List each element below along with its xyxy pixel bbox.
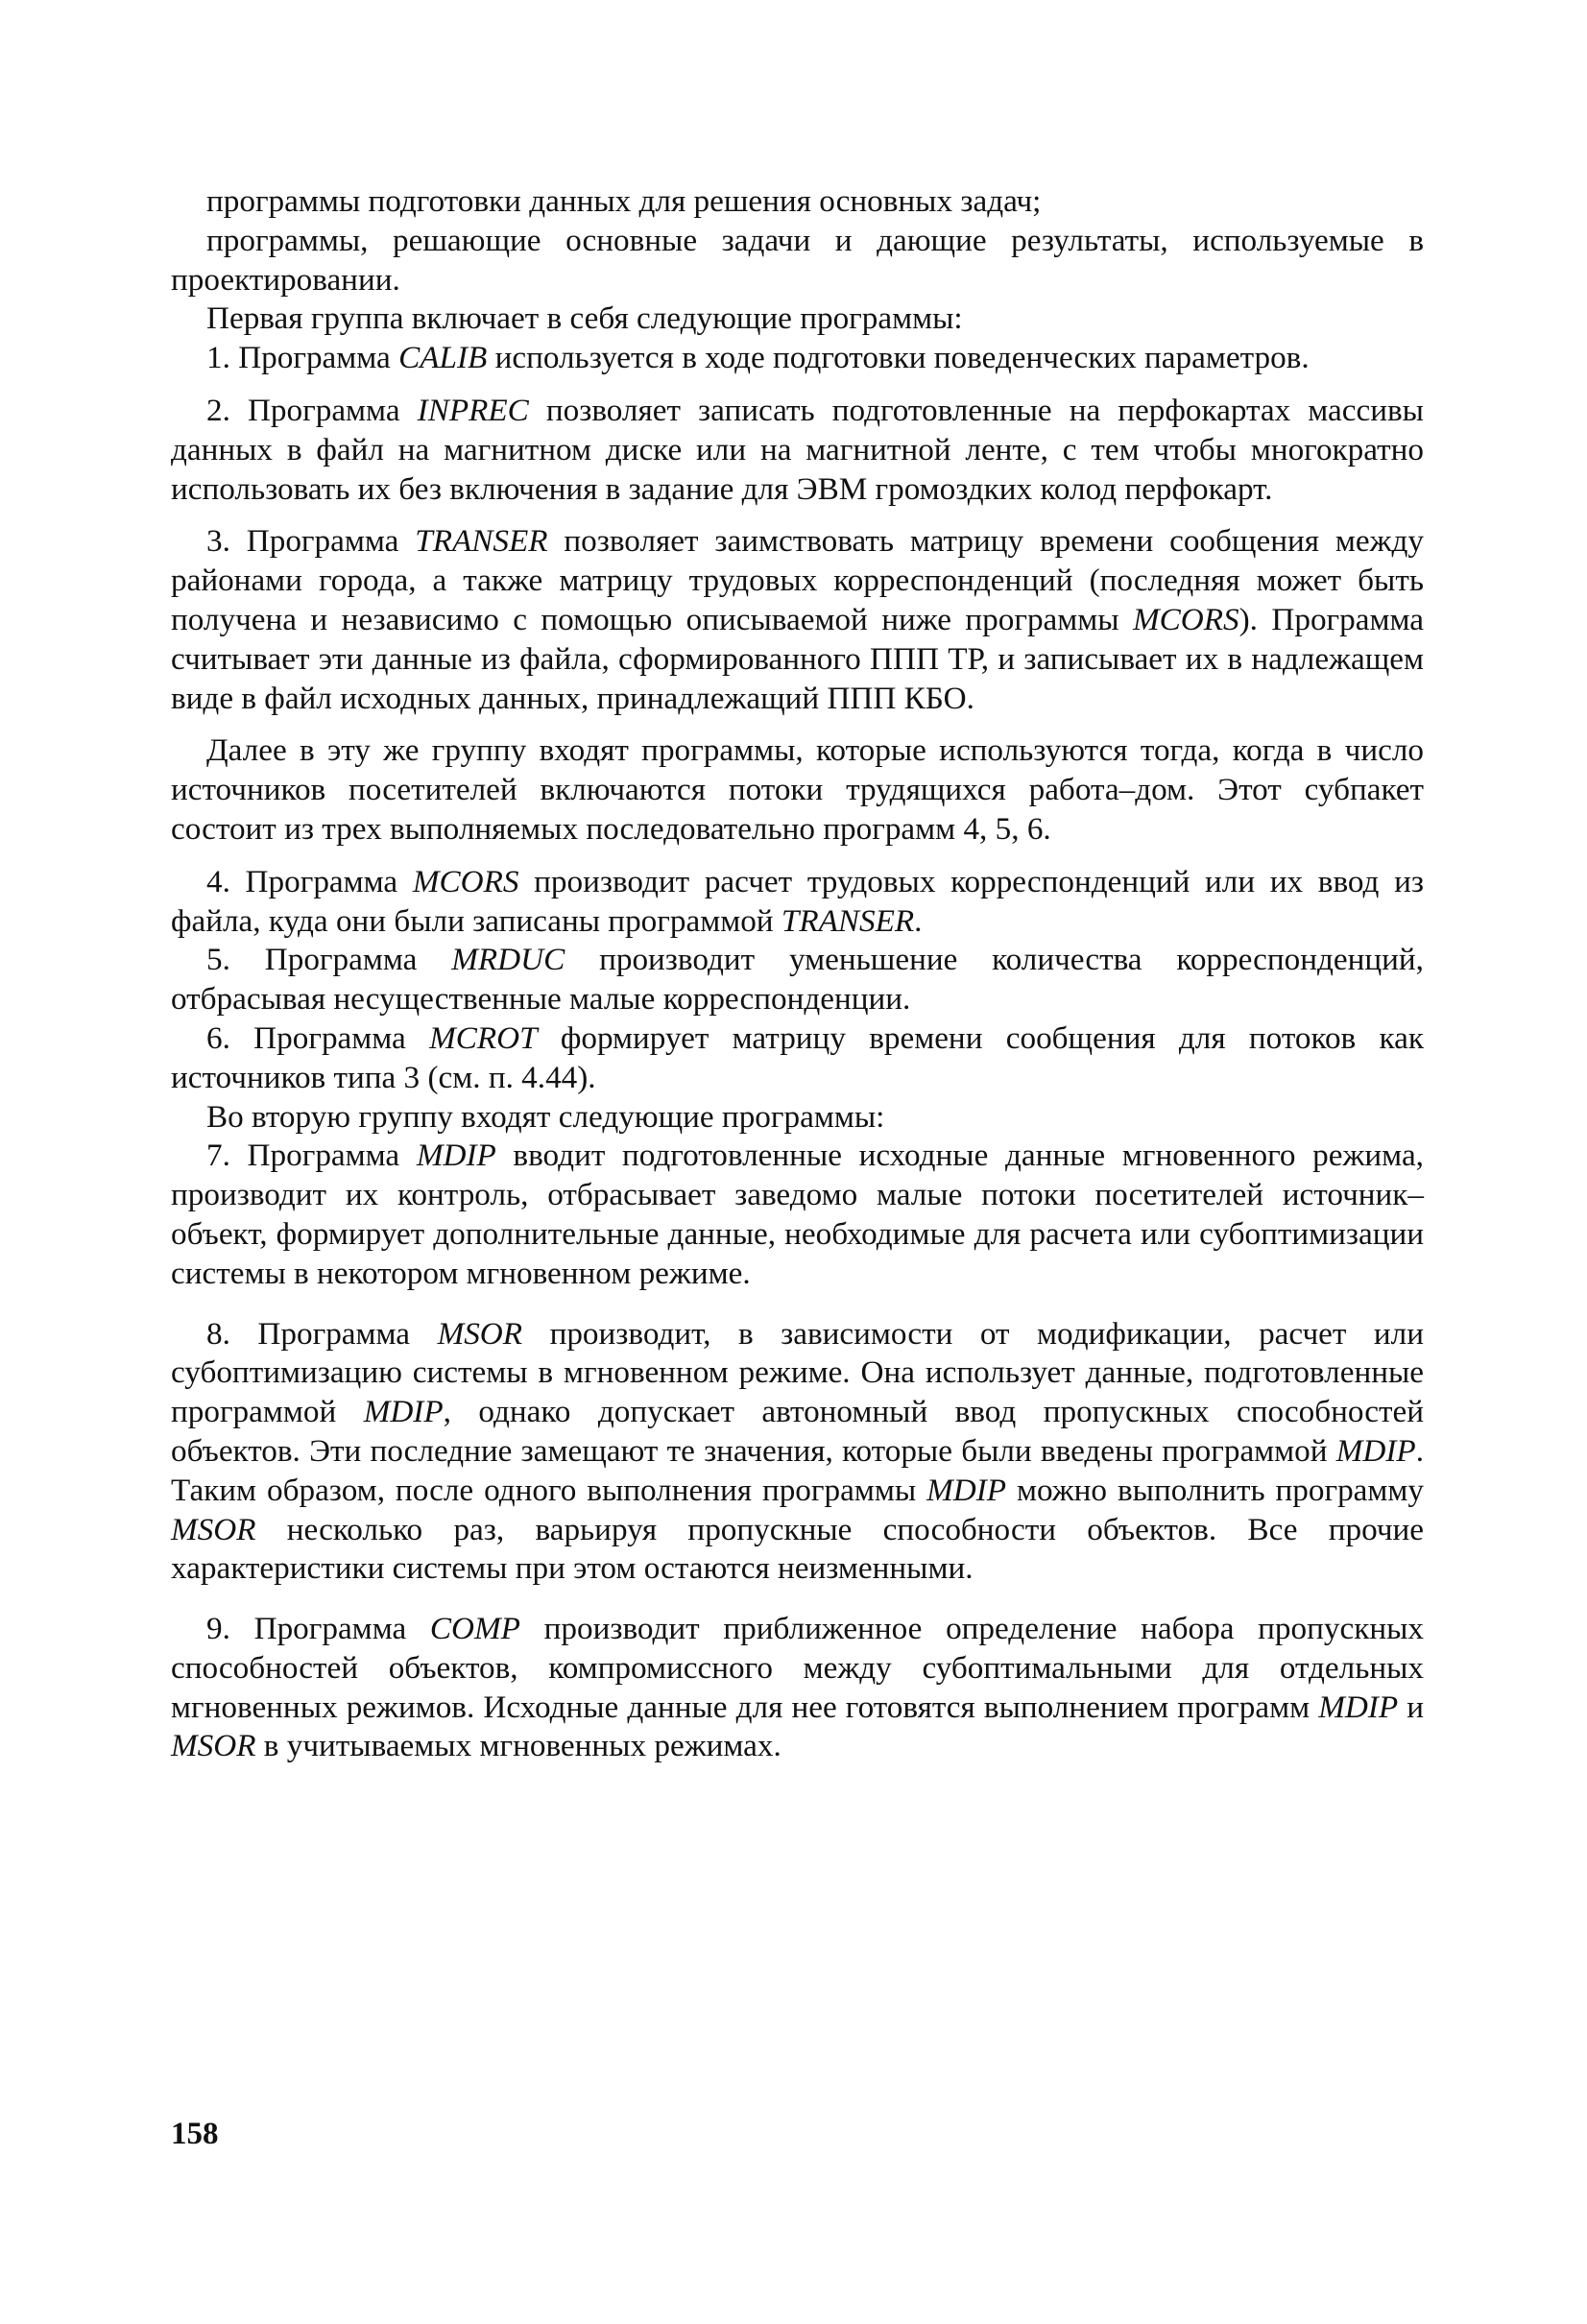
- text-span: позволяет заимствовать матрицу времени сообщения между районами города, а также матрицу трудовых корреспонденций (последняя может быть получена и независимо с помощью описываемой ниже программы: [171, 523, 1424, 637]
- text-span: 6. Программа: [206, 1019, 430, 1056]
- page-number: 158: [171, 2117, 219, 2151]
- text-span: вводит подготовленные исходные данные мгновенного режима, производит их контроль, отбрасывает заведомо малые потоки посетителей источник–объект, формирует дополнительные данные, необходимые для расчета или субоптимизации системы в некотором мгновенном режиме.: [171, 1138, 1424, 1291]
- program-name: CALIB: [398, 340, 488, 376]
- text-span: , однако допускает автономный ввод пропускных способностей объектов. Эти последние замещают те значения, которые были введены программой: [171, 1394, 1424, 1469]
- paragraph: Первая группа включает в себя следующие программы:: [206, 300, 963, 337]
- program-name: MDIP: [363, 1394, 444, 1430]
- page-body: [171, 182, 1424, 1766]
- paragraph: программы, решающие основные задачи и дающие результаты, используемые в проектировании.: [171, 222, 1424, 298]
- program-name: MCORS: [1133, 601, 1239, 637]
- list-item: [171, 522, 1424, 718]
- list-item: [171, 1610, 1424, 1766]
- text-span: 1. Программа: [206, 340, 399, 376]
- list-item: [171, 1315, 1424, 1590]
- text-span: производит расчет трудовых корреспонденций или их ввод из файла, куда они были записаны программой: [171, 863, 1424, 939]
- program-name: INPREC: [417, 392, 529, 428]
- list-item: [171, 392, 1424, 509]
- text-span: в учитываемых мгновенных режимах.: [255, 1728, 781, 1764]
- paragraph: Во вторую группу входят следующие программы:: [206, 1098, 885, 1135]
- program-name: MCORS: [412, 863, 519, 899]
- program-name: MSOR: [437, 1315, 523, 1352]
- text-span: 9. Программа: [206, 1611, 430, 1647]
- text-span: можно выполнить программу: [1006, 1472, 1425, 1508]
- text-span: несколько раз, варьируя пропускные способности объектов. Все прочие характеристики системы при этом остаются неизменными.: [171, 1511, 1424, 1587]
- text-span: 2. Программа: [206, 392, 418, 428]
- text-span: 5. Программа: [206, 942, 452, 978]
- text-span: 4. Программа: [206, 863, 413, 899]
- text-span: производит, в зависимости от модификации, расчет или субоптимизацию системы в мгновенном режиме. Она использует данные, подготовленные программой: [171, 1315, 1424, 1430]
- program-name: TRANSER: [415, 523, 548, 560]
- text-span: позволяет записать подготовленные на перфокартах массивы данных в файл на магнитном диске или на магнитной ленте, с тем чтобы многократно использовать их без включения в задание для ЭВМ громоздких колод перфокарт.: [171, 392, 1424, 507]
- text-span: и: [1398, 1689, 1424, 1725]
- text-span: 8. Программа: [206, 1315, 438, 1352]
- list-item: [171, 863, 1424, 942]
- paragraph: программы подготовки данных для решения основных задач;: [206, 183, 1042, 219]
- program-name: MSOR: [171, 1728, 256, 1764]
- list-item: [171, 1019, 1424, 1098]
- program-name: MSOR: [171, 1511, 256, 1547]
- program-name: MRDUC: [451, 942, 565, 978]
- program-name: TRANSER: [781, 902, 915, 939]
- text-span: производит приближенное определение набора пропускных способностей объектов, компромиссного между субоптимальными для отдельных мгновенных режимов. Исходные данные для нее готовятся выполнением программ: [171, 1611, 1424, 1725]
- text-span: производит уменьшение количества корреспонденций, отбрасывая несущественные малые корреспонденции.: [171, 942, 1424, 1018]
- program-name: MDIP: [1318, 1689, 1399, 1725]
- text-span: 3. Программа: [206, 523, 416, 560]
- text-span: . Таким образом, после одного выполнения программы: [171, 1432, 1424, 1508]
- list-item: [171, 339, 1424, 378]
- paragraph: Далее в эту же группу входят программы, которые используются тогда, когда в число источников посетителей включаются потоки трудящихся работа–дом. Этот субпакет состоит из трех выполняемых последовательно программ 4, 5, 6.: [171, 732, 1424, 847]
- text-span: ). Программа считывает эти данные из файла, сформированного ППП ТР, и записывает их в надлежащем виде в файл исходных данных, принадлежащий ППП КБО.: [171, 601, 1424, 716]
- program-name: COMP: [429, 1611, 520, 1647]
- text-span: используется в ходе подготовки поведенческих параметров.: [487, 340, 1310, 376]
- list-item: [171, 941, 1424, 1019]
- program-name: MDIP: [926, 1472, 1007, 1508]
- program-name: MCROT: [429, 1019, 538, 1056]
- text-span: формирует матрицу времени сообщения для потоков как источников типа 3 (см. п. 4.44).: [171, 1019, 1424, 1095]
- text-span: 7. Программа: [206, 1138, 417, 1174]
- program-name: MDIP: [1335, 1432, 1416, 1469]
- text-span: .: [914, 902, 923, 939]
- program-name: MDIP: [416, 1138, 496, 1174]
- list-item: [171, 1137, 1424, 1293]
